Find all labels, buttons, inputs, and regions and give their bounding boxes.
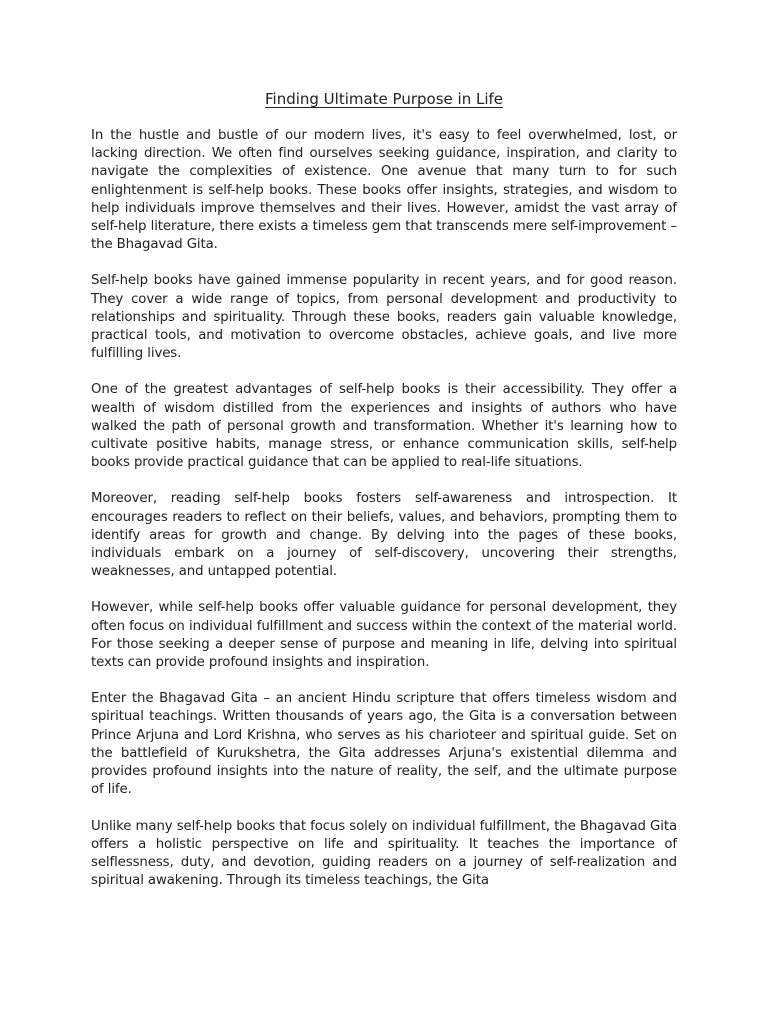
paragraph-3: One of the greatest advantages of self-help books is their accessibility. They offer a wealth of wisdom distilled from the experiences and insights of authors who have walked the path of personal growth and transformation. Whether it's learning how to cultivate positive habits, manage stress, or enhance communication skills, self-help books provide practical guidance that can be applied to real-life situations. <box>91 382 677 471</box>
paragraph-1: In the hustle and bustle of our modern lives, it's easy to feel overwhelmed, lost, or lacking direction. We often find ourselves seeking guidance, inspiration, and clarity to navigate the complexities of existence. One avenue that many turn to for such enlightenment is self-help books. These books offer insights, strategies, and wisdom to help individuals improve themselves and their lives. However, amidst the vast array of self-help literature, there exists a timeless gem that transcends mere self-improvement – the Bhagavad Gita. <box>91 128 677 253</box>
paragraph-5: However, while self-help books offer valuable guidance for personal development, they often focus on individual fulfillment and success within the context of the material world. For those seeking a deeper sense of purpose and meaning in life, delving into spiritual texts can provide profound insights and inspiration. <box>91 600 677 671</box>
paragraph-7: Unlike many self-help books that focus solely on individual fulfillment, the Bhagavad Gita offers a holistic perspective on life and spirituality. It teaches the importance of selflessness, duty, and devotion, guiding readers on a journey of self-realization and spiritual awakening. Through its timeless teachings, the Gita <box>91 818 677 889</box>
paragraph-6: Enter the Bhagavad Gita – an ancient Hindu scripture that offers timeless wisdom and spiritual teachings. Written thousands of years ago, the Gita is a conversation between Prince Arjuna and Lord Krishna, who serves as his charioteer and spiritual guide. Set on the battlefield of Kurukshetra, the Gita addresses Arjuna's existential dilemma and provides profound insights into the nature of reality, the self, and the ultimate purpose of life. <box>91 691 677 798</box>
page-title: Finding Ultimate Purpose in Life <box>264 90 503 108</box>
paragraph-4: Moreover, reading self-help books fosters self-awareness and introspection. It encourages readers to reflect on their beliefs, values, and behaviors, prompting them to identify areas for growth and change. By delving into the pages of these books, individuals embark on a journey of self-discovery, uncovering their strengths, weaknesses, and untapped potential. <box>91 491 677 580</box>
paragraph-2: Self-help books have gained immense popularity in recent years, and for good reason. They cover a wide range of topics, from personal development and productivity to relationships and spirituality. Through these books, readers gain valuable knowledge, practical tools, and motivation to overcome obstacles, achieve goals, and live more fulfilling lives. <box>91 273 677 362</box>
